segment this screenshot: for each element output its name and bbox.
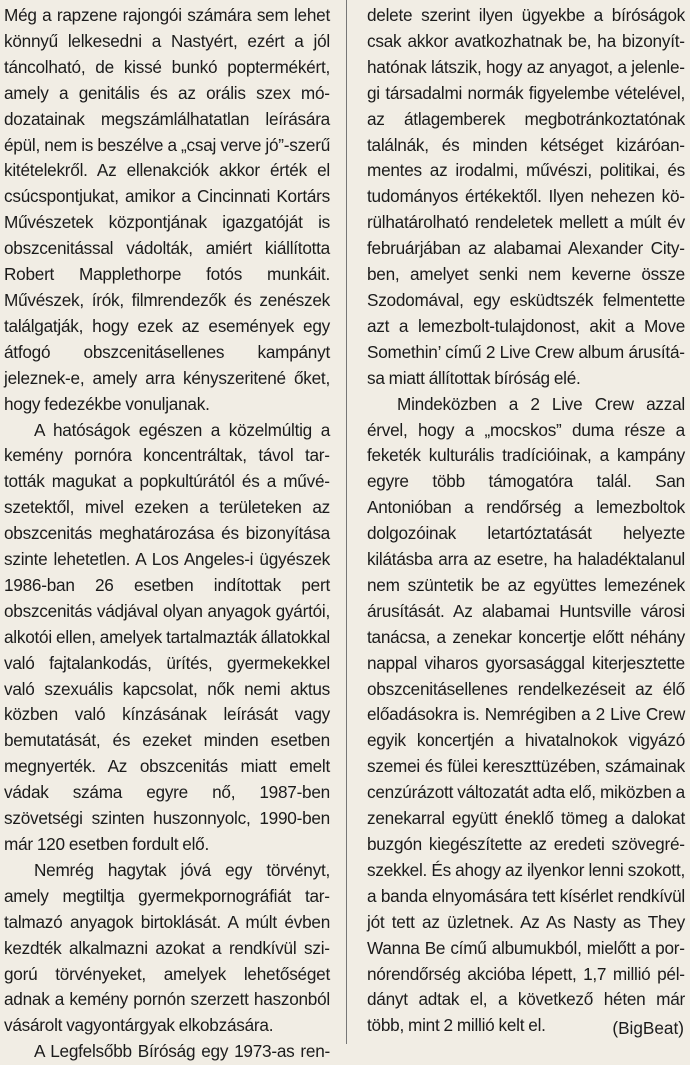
article-column-left	[4, 3, 330, 1065]
paragraph: Még a rapzene rajongói számára sem lehet könnyű lelkesedni a Nastyért, ezért a jól táncolható, de kissé bunkó poptermékért, amely a genitális és az orális szex módozatainak megszámlálhatatlan leírására épül, nem is beszélve a „csaj verve jó”-szerű kitételekről. Az ellenakciók akkor érték el csúcspontjukat, amikor a Cincinnati Kortárs Művészetek központjának igazgatóját is obszcenitással vádolták, amiért kiállította Robert Mapplethorpe fotós munkáit. Művészek, írók, filmrendezők és zenészek találgatják, hogy ezek az események egy átfogó obszcenitásellenes kampányt jeleznek-e, amely arra kényszeritené őket, hogy fedezékbe vonuljanak.	[4, 5, 330, 414]
column-divider	[346, 0, 347, 1044]
paragraph: Mindeközben a 2 Live Crew azzal érvel, hogy a „mocskos” duma része a feketék kulturális tradícióinak, a kampány egyre több támogatóra talál. San Antonióban a rendőrség a lemezboltok dolgozóinak letartóztatását helyezte kilátásba arra az esetre, ha haladéktalanul nem szüntetik be az együttes lemezének árusítását. Az alabamai Huntsville városi tanácsa, a zenekar koncertje előtt néhány nappal viharos gyorsasággal kiterjesztette obszcenitásellenes rendelkezéseit az élő előadásokra is. Nemrégiben a 2 Live Crew egyik koncertjén a hivatalnokok vigyázó szemei és fülei kereszttüzében, számainak cenzúrázott változatát adta elő, miközben a zenekarral együtt éneklő tömeg a dalokat buzgón kiegészítette az eredeti szövegrészekkel. És ahogy az ilyenkor lenni szokott, a banda elnyomására tett kísérlet rendkívül jót tett az üzletnek. Az As Nasty as They Wanna Be című albumukból, mielőtt a pornórendőrség akcióba lépett, 1,7 millió példányt adtak el, a következő héten már több, mint 2 millió kelt el.	[367, 393, 685, 1036]
paragraph: A hatóságok egészen a közelmúltig a kemény pornóra koncentráltak, távol tartották magukat a popkultúrától és a művészetektől, mivel ezeken a területeken az obszcenitás meghatározása és bizonyítása szinte lehetetlen. A Los Angeles-i ügyészek 1986-ban 26 esetben indítottak pert obszcenitás vádjával olyan anyagok gyártói, alkotói ellen, amelyek tartalmazták állatokkal való fajtalankodás, ürítés, gyermekekkel való szexuális kapcsolat, nők nemi aktus közben való kínzásának leírását vagy bemutatását, és ezeket minden esetben megnyerték. Az obszcenitás miatt emelt vádak száma egyre nő, 1987-ben szövetségi szinten huszonnyolc, 1990-ben már 120 esetben fordult elő.	[4, 419, 330, 854]
source-credit: (BigBeat)	[612, 1018, 684, 1039]
article-column-right	[367, 3, 685, 1039]
paragraph: delete szerint ilyen ügyekbe a bíróságok csak akkor avatkozhatnak be, ha bizonyíthatónak látszik, hogy az anyagot, a jelenlegi társadalmi normák figyelembe vételével, az átlagemberek megbotránkoztatónak találnák, és minden kétséget kizáróanmentes az irodalmi, művészi, politikai, és tudományos értékektől. Ilyen nehezen körülhatárolható rendeletek mellett a múlt év februárjában az alabamai Alexander Cityben, amelyet senki nem keverne össze Szodomával, egy esküdtszék felmentette azt a lemezbolt-tulajdonost, akit a Move Somethin’ című 2 Live Crew album árusítása miatt állítottak bíróság elé.	[367, 5, 685, 388]
paragraph: A Legfelsőbb Bíróság egy 1973-as ren-	[34, 1041, 330, 1062]
paragraph: Nemrég hagytak jóvá egy törvényt, amely megtiltja gyermekpornográfiát tartalmazó anyagok birtoklását. A múlt évben kezdték alkalmazni azokat a rendkívül szigorú törvényeket, amelyek lehetőséget adnak a kemény pornón szerzett haszonból vásárolt vagyontárgyak elkobzására.	[4, 859, 330, 1036]
